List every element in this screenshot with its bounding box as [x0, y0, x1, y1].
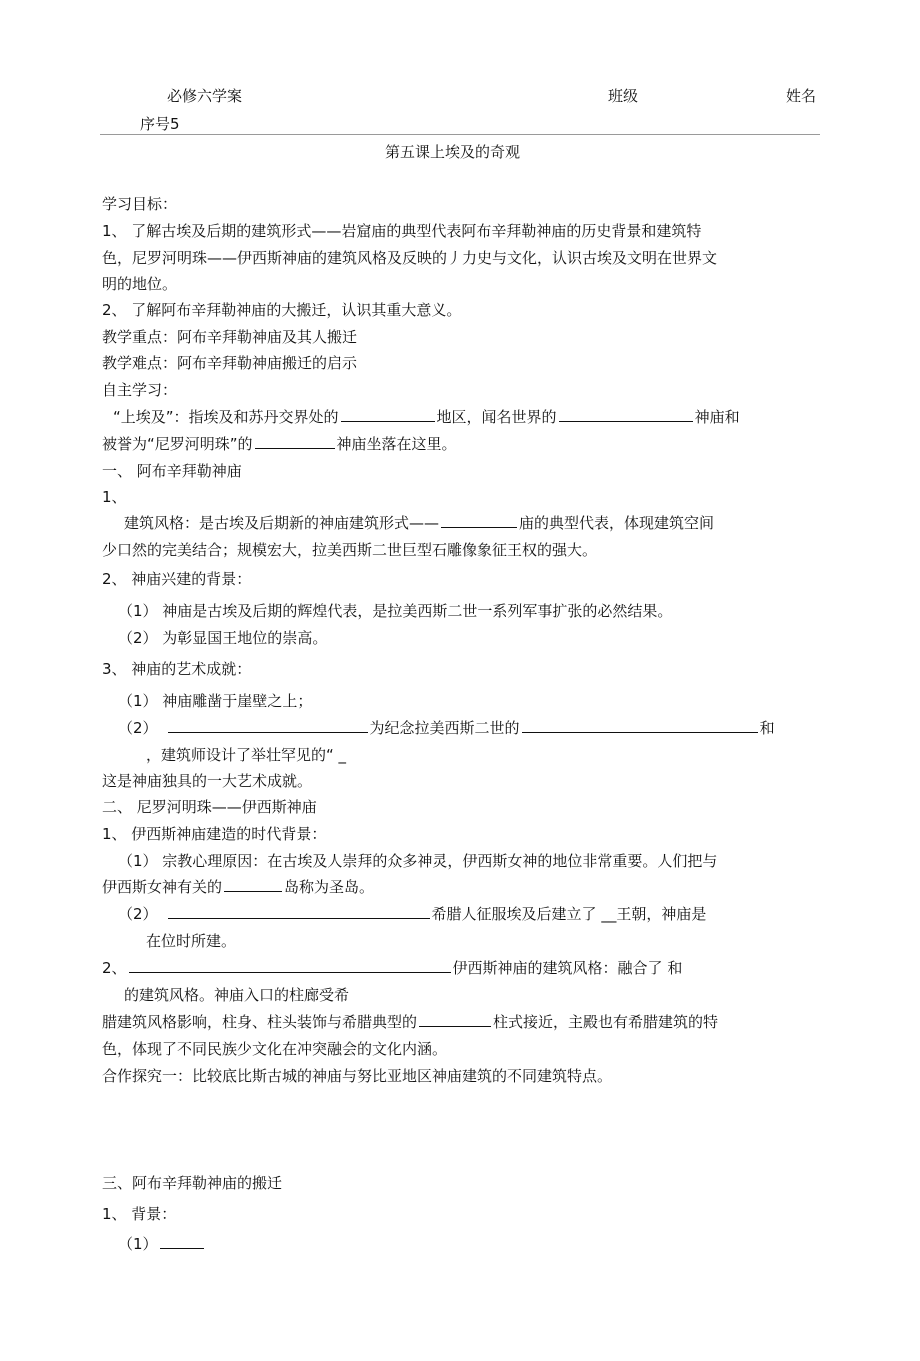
isis-style-line1: [102, 958, 682, 978]
text-segment: 腊建筑风格影响，柱身、柱头装饰与希腊典型的: [102, 1013, 418, 1031]
teaching-focus: 教学重点：阿布辛拜勒神庙及其人搬迁: [102, 328, 358, 346]
text-segment: 伊西斯神庙的建筑风格：融合了 和: [452, 959, 683, 977]
cooperative-inquiry: 合作探究一：比较底比斯古城的神庙与努比亚地区神庙建筑的不同建筑特点。: [102, 1067, 613, 1085]
fill-blank[interactable]: [168, 904, 430, 919]
isis-reason-2-line2: 在位时所建。: [146, 932, 237, 950]
fill-blank[interactable]: [129, 958, 451, 973]
fill-blank[interactable]: [224, 877, 282, 892]
relocation-background-heading: 1、 背景：: [102, 1205, 177, 1223]
fill-blank[interactable]: [441, 513, 517, 528]
item-1-number: 1、: [102, 488, 127, 506]
text-segment: 和: [759, 719, 775, 737]
course-label: 必修六学案: [167, 87, 243, 105]
art-achievement-heading: 3、 神庙的艺术成就：: [102, 660, 252, 678]
fill-blank[interactable]: [160, 1234, 204, 1249]
section-2-heading: 二、 尼罗河明珠——伊西斯神庙: [102, 798, 317, 816]
fill-blank[interactable]: [255, 434, 335, 449]
teaching-difficulty: 教学难点：阿布辛拜勒神庙搬迁的启示: [102, 354, 358, 372]
background-heading: 2、 神庙兴建的背景：: [102, 570, 252, 588]
isis-reason-1-line2: [102, 877, 374, 897]
isis-style-line3: [102, 1012, 718, 1032]
text-segment: “上埃及”：指埃及和苏丹交界处的: [113, 408, 339, 426]
text-segment: 2、: [102, 959, 127, 977]
class-label: 班级: [608, 87, 639, 105]
fill-blank[interactable]: [559, 407, 693, 422]
architecture-style-line2: 少口然的完美结合；规模宏大，拉美西斯二世巨型石雕像象征王权的强大。: [102, 541, 598, 559]
isis-background-heading: 1、 伊西斯神庙建造的时代背景：: [102, 825, 327, 843]
fill-blank[interactable]: [419, 1012, 491, 1027]
serial-label: 序号5: [140, 115, 180, 133]
text-segment: （1）: [118, 1235, 158, 1253]
fill-blank[interactable]: [522, 718, 758, 733]
objective-1-line1: 1、 了解古埃及后期的建筑形式——岩窟庙的典型代表阿布辛拜勒神庙的历史背景和建筑特: [102, 222, 702, 240]
section-3-heading: 三、阿布辛拜勒神庙的搬迁: [102, 1174, 283, 1192]
fill-blank[interactable]: [341, 407, 435, 422]
text-segment: 伊西斯女神有关的: [102, 878, 223, 896]
page-title: 第五课上埃及的奇观: [385, 143, 521, 161]
upper-egypt-line1: [113, 407, 740, 427]
isis-style-line4: 色，体现了不同民族少文化在冲突融会的文化内涵。: [102, 1040, 448, 1058]
text-segment: 神庙坐落在这里。: [336, 435, 457, 453]
header-divider: [100, 134, 820, 135]
art-item-2-line2: ，建筑师设计了举壮罕见的“ _: [146, 746, 347, 764]
upper-egypt-line2: [102, 434, 457, 454]
text-segment: 岛称为圣岛。: [284, 878, 375, 896]
text-segment: （2）: [118, 719, 158, 737]
name-label: 姓名: [786, 87, 817, 105]
isis-style-line2: 的建筑风格。神庙入口的柱廊受希: [124, 986, 350, 1004]
text-segment: 庙的典型代表，体现建筑空间: [519, 514, 715, 532]
section-1-heading: 一、 阿布辛拜勒神庙: [102, 462, 242, 480]
objective-2: 2、 了解阿布辛拜勒神庙的大搬迁，认识其重大意义。: [102, 301, 462, 319]
text-segment: 希腊人征服埃及后建立了 __王朝，神庙是: [431, 905, 707, 923]
architecture-style-line1: [124, 513, 714, 533]
background-item-1: （1） 神庙是古埃及后期的辉煌代表，是拉美西斯二世一系列军事扩张的必然结果。: [118, 602, 673, 620]
text-segment: 柱式接近，主殿也有希腊建筑的特: [493, 1013, 719, 1031]
text-segment: 神庙和: [694, 408, 740, 426]
art-item-1: （1） 神庙雕凿于崖壁之上；: [118, 692, 313, 710]
background-item-2: （2） 为彰显国王地位的崇高。: [118, 629, 328, 647]
isis-reason-2-line1: [118, 904, 706, 924]
art-item-2-line3: 这是神庙独具的一大艺术成就。: [102, 772, 313, 790]
fill-blank[interactable]: [168, 718, 368, 733]
isis-reason-1-line1: （1） 宗教心理原因：在古埃及人崇拜的众多神灵，伊西斯女神的地位非常重要。人们把与: [118, 852, 718, 870]
art-item-2-line1: [118, 718, 775, 738]
relocation-item-1: [118, 1234, 206, 1254]
text-segment: 被誉为“尼罗河明珠”的: [102, 435, 253, 453]
text-segment: 建筑风格：是古埃及后期新的神庙建筑形式——: [124, 514, 440, 532]
objectives-heading: 学习目标：: [102, 195, 178, 213]
text-segment: 地区，闻名世界的: [436, 408, 557, 426]
text-segment: 为纪念拉美西斯二世的: [369, 719, 520, 737]
self-study-heading: 自主学习：: [102, 381, 178, 399]
objective-1-line3: 明的地位。: [102, 275, 178, 293]
objective-1-line2: 色，尼罗河明珠——伊西斯神庙的建筑风格及反映的丿力史与文化，认识古埃及文明在世界文: [102, 249, 718, 267]
text-segment: （2）: [118, 905, 158, 923]
